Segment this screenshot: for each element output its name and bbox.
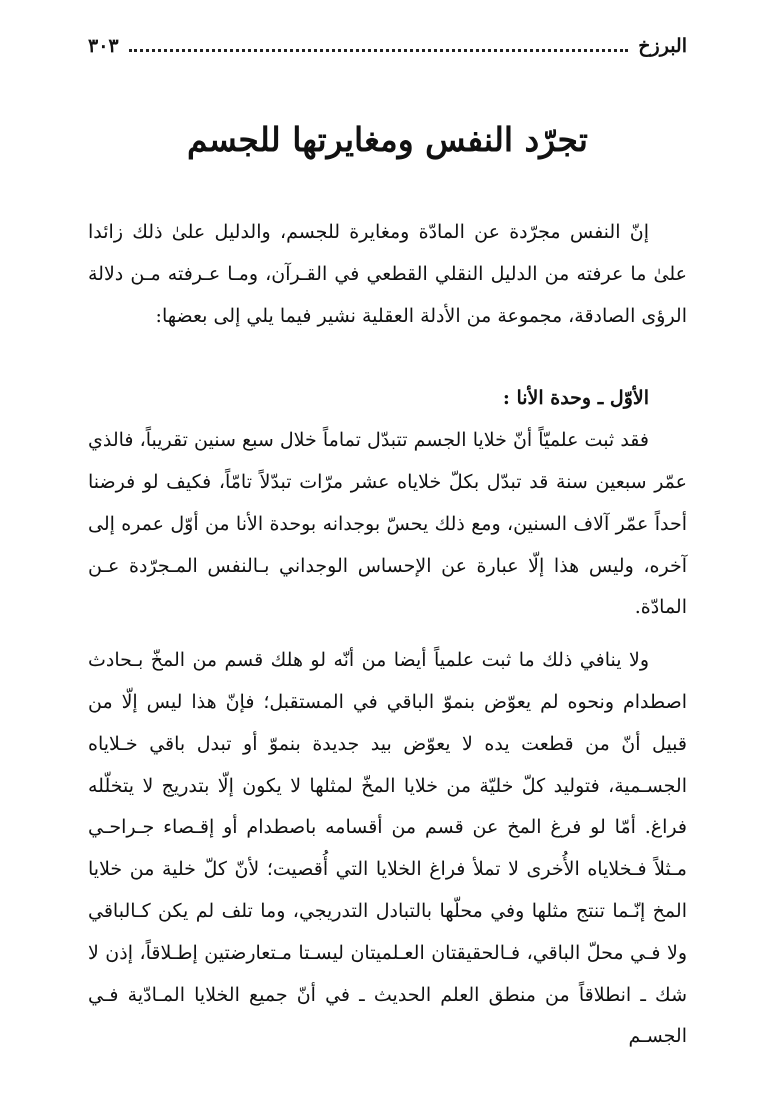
- chapter-title: تجرّد النفس ومغايرتها للجسم: [187, 120, 588, 159]
- dot-leader: [129, 49, 629, 52]
- running-header-section: البرزخ: [638, 35, 687, 57]
- running-header: [88, 30, 687, 62]
- page-number: ٣٠٣: [88, 35, 119, 57]
- intro-paragraph: إنّ النفس مجرّدة عن المادّة ومغايرة للجسم، والدليل علىٰ ذلك زائدا علىٰ ما عرفته من الدليل النقلي القطعي في القـرآن، ومـا عـرفته مـن دلالة الرؤى الصادقة، مجموعة من الأدلة العقلية نشير فيما يلي إلى بعضها:: [88, 221, 687, 327]
- body-text: [88, 212, 687, 1058]
- body-paragraph-1: فقد ثبت علميّاً أنّ خلايا الجسم تتبدّل تماماً خلال سبع سنين تقريباً، فالذي عمّر سبعين سنة قد تبدّل بكلّ خلاياه عشر مرّات تبدّلاً تامّاً، فكيف لو فرضنا أحداً عمّر آلاف السنين، ومع ذلك يحسّ بوجدانه بوحدة الأنا من أوّل عمره إلى آخره، وليس هذا إلّا عبارة عن الإحساس الوجداني بـالنفس المـجرّدة عـن المادّة.: [88, 429, 688, 619]
- section-heading: الأوّل ـ وحدة الأنا :: [502, 387, 649, 410]
- body-paragraph-2: ولا ينافي ذلك ما ثبت علمياً أيضا من أنّه لو هلك قسم من المخّ بـحادث اصطدام ونحوه لم يعوّض بنموّ الباقي في المستقبل؛ فإنّ هذا ليس إلّا من قبيل أنّ من قطعت يده لا يعوّض بيد جديدة بنموّ أو تبدل باقي خـلاياه الجسـمية، فتوليد كلّ خليّة من خلايا المخّ لمثلها لا يكون إلّا بتدريج لا يتخلّله فراغ. أمّا لو فرغ المخ عن قسم من أقسامه باصطدام أو إقـصاء جـراحـي مـثلاً فـخلاياه الأُخرى لا تملأ فراغ الخلايا التي أُقصيت؛ لأنّ كلّ خلية من خلايا المخ إنّـما تنتج مثلها وفي محلّها بالتبادل التدريجي، وما تلف لم يكن كـالباقي ولا فـي محلّ الباقي، فـالحقيقتان العـلميتان ليسـتا مـتعارضتين إطـلاقاً، إذن لا شك ـ انطلاقاً من منطق العلم الحديث ـ في أنّ جميع الخلايا المـادّية فـي الجسـم: [88, 649, 687, 1048]
